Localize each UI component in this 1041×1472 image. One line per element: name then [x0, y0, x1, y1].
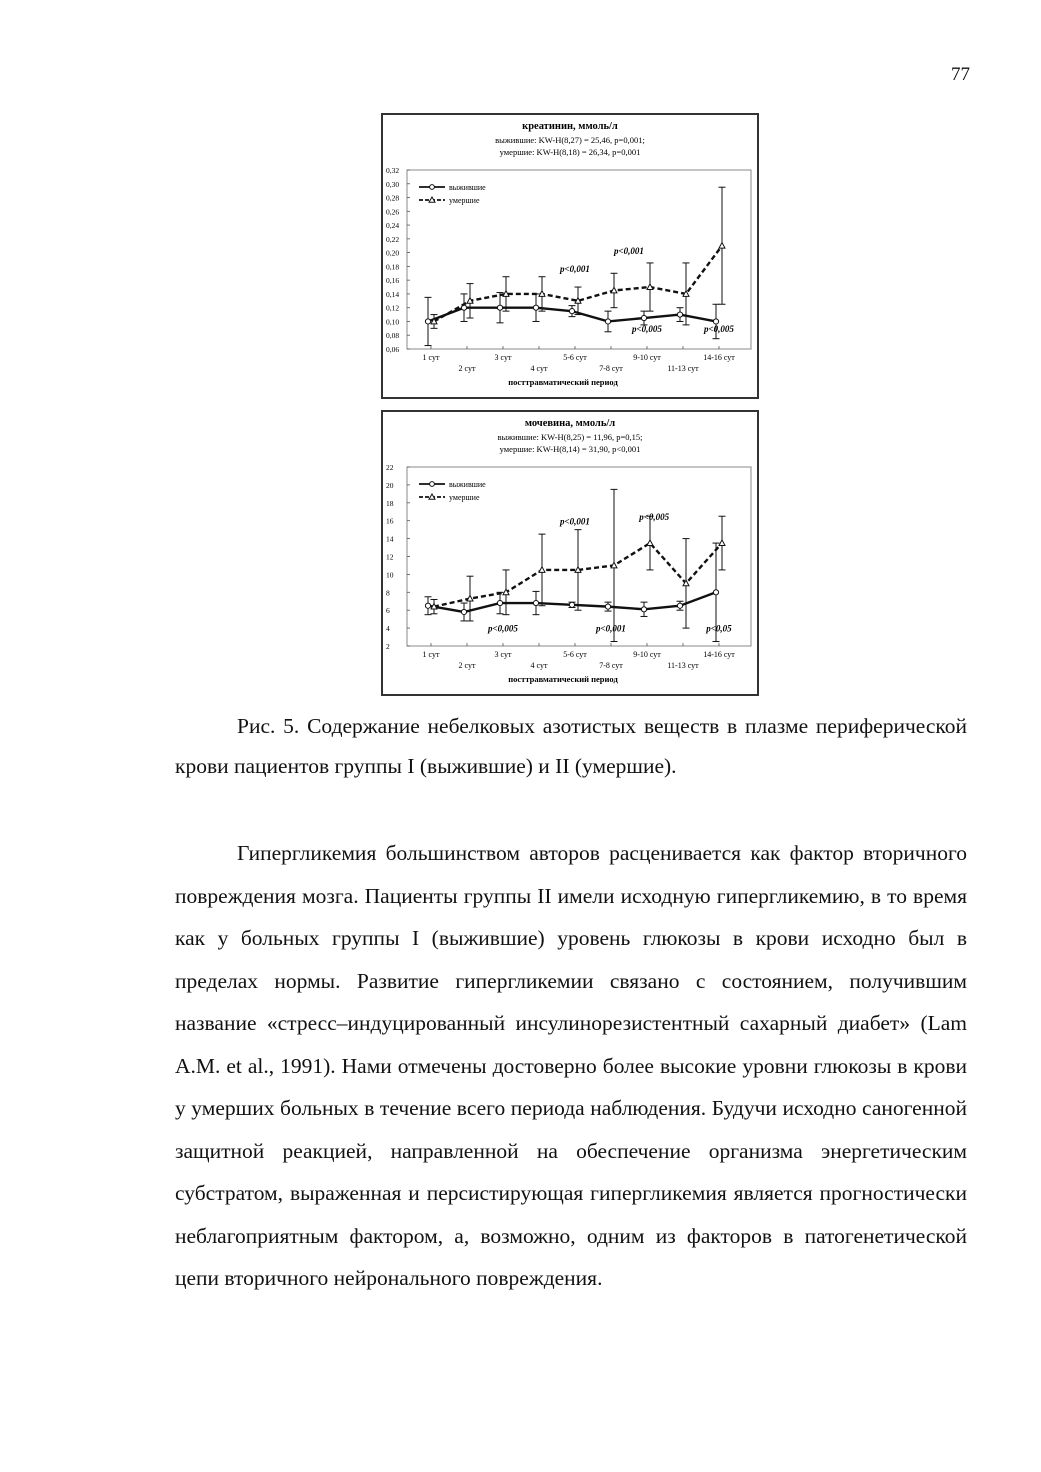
y-tick-label: 6 [386, 606, 390, 616]
chart-stats-line: выжившие: KW-H(8,27) = 25,46, p=0,001; [495, 135, 645, 145]
y-tick-label: 16 [386, 516, 394, 526]
legend-label: умершие [449, 196, 480, 205]
data-point-circle [641, 607, 646, 612]
urea-chart [381, 410, 759, 696]
y-tick-label: 0,20 [386, 248, 400, 258]
x-tick-label: 5-6 сут [563, 650, 587, 659]
data-point-circle [569, 309, 574, 314]
x-tick-label: 14-16 сут [703, 650, 735, 659]
x-tick-label: 11-13 сут [667, 661, 699, 670]
y-tick-label: 8 [386, 588, 390, 598]
data-point-circle [533, 305, 538, 310]
y-tick-label: 0,12 [386, 303, 400, 313]
y-tick-label: 22 [386, 463, 394, 472]
y-tick-label: 0,06 [386, 345, 400, 354]
p-value-annotation: p<0,005 [639, 511, 670, 522]
x-tick-label: 9-10 сут [633, 353, 661, 362]
legend-marker-circle [430, 482, 435, 487]
data-point-circle [605, 604, 610, 609]
x-tick-label: 2 сут [458, 661, 476, 670]
x-tick-label: 7-8 сут [599, 364, 623, 373]
x-tick-label: 2 сут [458, 364, 476, 373]
p-value-annotation: p<0,001 [596, 623, 626, 634]
data-point-circle [605, 319, 610, 324]
data-point-circle [641, 315, 646, 320]
data-point-circle [677, 312, 682, 317]
data-point-circle [425, 603, 430, 608]
chart-title: мочевина, ммоль/л [524, 418, 616, 429]
chart-stats-line: умершие: KW-H(8,18) = 26,34, p=0,001 [499, 147, 641, 157]
data-point-triangle [719, 540, 725, 546]
body-paragraph: Гипергликемия большинством авторов расценивается как фактор вторичного повреждения мозга. Пациенты группы II имели исходную гипергликемию, в то время как у больных группы I (выжившие) уровень глюкозы в крови исходно был в пределах нормы. Развитие гипергликемии связано с состоянием, получившим название «стресс–индуцированный инсулинорезистентный сахарный диабет» (Lam A.M. et al., 1991). Нами отмечены достоверно более высокие уровни глюкозы в крови у умерших больных в течение всего периода наблюдения. Будучи исходно саногенной защитной реакцией, направленной на обеспечение организма энергетическим субстратом, выраженная и персистирующая гипергликемия является прогностически неблагоприятным фактором, а, возможно, одним из факторов в патогенетической цепи вторичного нейронального повреждения. [175, 841, 967, 1290]
creatinine-chart-svg [383, 115, 757, 397]
data-point-circle [533, 600, 538, 605]
y-tick-label: 0,28 [386, 193, 400, 203]
p-value-annotation: p<0,05 [706, 623, 732, 634]
y-tick-label: 4 [386, 624, 390, 634]
data-point-circle [677, 603, 682, 608]
data-point-circle [569, 602, 574, 607]
data-point-triangle [647, 540, 653, 546]
x-tick-label: 5-6 сут [563, 353, 587, 362]
legend-label: выжившие [449, 183, 486, 192]
data-point-circle [497, 305, 502, 310]
p-value-annotation: p<0,001 [560, 516, 590, 527]
y-tick-label: 0,08 [386, 331, 400, 341]
y-tick-label: 0,30 [386, 179, 400, 189]
y-tick-label: 2 [386, 642, 390, 651]
y-tick-label: 20 [386, 480, 394, 490]
p-value-annotation: p<0,005 [632, 323, 662, 334]
legend-label: умершие [449, 493, 480, 502]
x-tick-label: 3 сут [494, 650, 512, 659]
x-tick-label: 1 сут [422, 650, 440, 659]
y-tick-label: 0,16 [386, 276, 400, 286]
chart-stats-line: умершие: KW-H(8,14) = 31,90, p<0,001 [499, 444, 641, 454]
y-tick-label: 12 [386, 552, 394, 562]
chart-title: креатинин, ммоль/л [522, 121, 618, 132]
x-tick-label: 3 сут [494, 353, 512, 362]
chart-stats-line: выжившие: KW-H(8,25) = 11,96, p=0,15; [497, 432, 643, 442]
y-tick-label: 0,22 [386, 234, 400, 244]
y-tick-label: 0,24 [386, 221, 400, 231]
x-tick-label: 9-10 сут [633, 650, 661, 659]
y-tick-label: 0,26 [386, 207, 400, 217]
x-tick-label: 4 сут [530, 364, 548, 373]
data-point-triangle [539, 567, 545, 573]
data-point-circle [425, 319, 430, 324]
creatinine-chart [381, 113, 759, 399]
legend-marker-circle [430, 185, 435, 190]
x-tick-label: 14-16 сут [703, 353, 735, 362]
y-tick-label: 0,14 [386, 289, 400, 299]
y-tick-label: 0,10 [386, 317, 400, 327]
y-tick-label: 0,32 [386, 166, 400, 175]
legend-label: выжившие [449, 480, 486, 489]
x-tick-label: 7-8 сут [599, 661, 623, 670]
data-point-circle [497, 600, 502, 605]
x-axis-label: посттравматический период [508, 377, 618, 387]
y-tick-label: 14 [386, 534, 394, 544]
p-value-annotation: p<0,005 [488, 623, 518, 634]
y-tick-label: 18 [386, 498, 394, 508]
x-axis-label: посттравматический период [508, 674, 618, 684]
data-point-circle [713, 590, 718, 595]
p-value-annotation: p<0,005 [704, 323, 734, 334]
x-tick-label: 11-13 сут [667, 364, 699, 373]
y-tick-label: 10 [386, 570, 394, 580]
data-point-triangle [719, 243, 725, 249]
p-value-annotation: p<0,001 [560, 263, 590, 274]
x-tick-label: 1 сут [422, 353, 440, 362]
page-number: 77 [951, 64, 970, 85]
figure-caption: Рис. 5. Содержание небелковых азотистых веществ в плазме периферической крови пациентов группы I (выжившие) и II (умершие). [175, 714, 967, 778]
p-value-annotation: p<0,001 [614, 245, 644, 256]
urea-chart-svg [383, 412, 757, 694]
y-tick-label: 0,18 [386, 262, 400, 272]
x-tick-label: 4 сут [530, 661, 548, 670]
data-point-circle [461, 609, 466, 614]
